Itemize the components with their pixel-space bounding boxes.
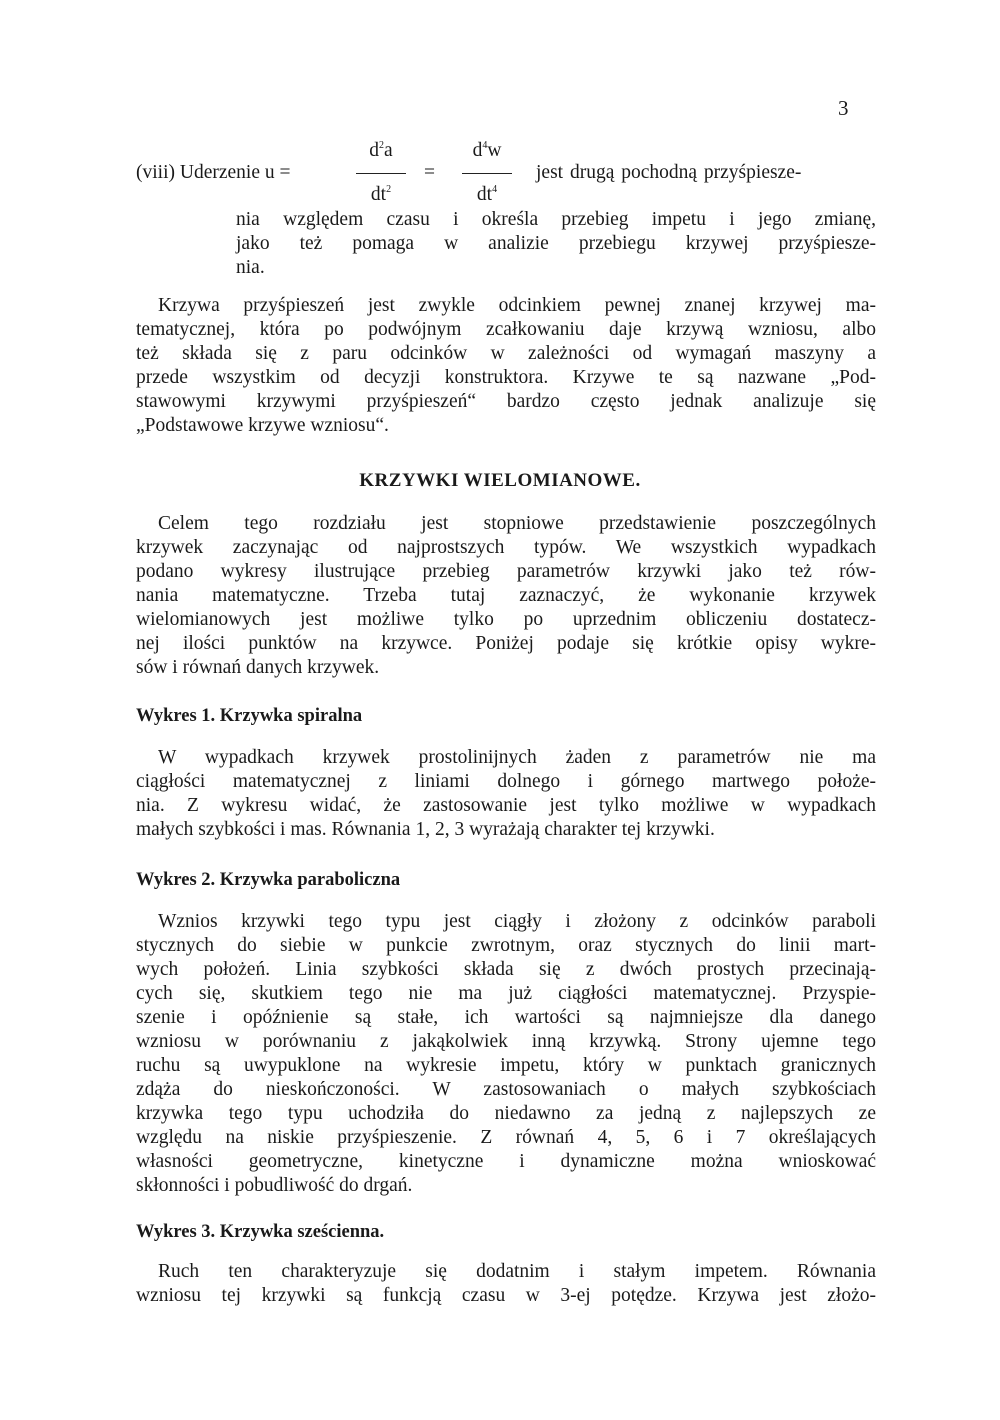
wykres-3-paragraph — [136, 1260, 876, 1308]
formula-continuation — [236, 208, 876, 280]
text-line: „Podstawowe krzywe wzniosu“. — [136, 415, 389, 436]
text-line: nia. — [236, 257, 265, 278]
intro-paragraph — [136, 294, 876, 438]
frac2-num-sup: 4 — [482, 140, 488, 151]
text-line: Krzywa przyśpieszeń jest zwykle odcinkiem pewnej znanej krzywej ma- — [158, 295, 876, 316]
text-line: cych się, skutkiem tego nie ma już ciągłości matematycznej. Przyspie- — [136, 983, 876, 1004]
text-line: zdąża do nieskończoności. W zastosowaniach o małych szybkościach — [136, 1079, 876, 1100]
text-line: nia względem czasu i określa przebieg impetu i jego zmianę, — [236, 209, 876, 230]
wykres-1-heading: Wykres 1. Krzywka spiralna — [136, 706, 363, 726]
frac2-den: dt — [476, 184, 493, 205]
frac1-num-d: d — [369, 140, 380, 161]
formula-tail: jest drugą pochodną przyśpiesze- — [536, 162, 802, 183]
text-line: przede wszystkim od decyzji konstruktora. Krzywe te są nazwane „Pod- — [136, 367, 876, 388]
text-line: podano wykresy ilustrujące przebieg parametrów krzywki jako też rów- — [136, 561, 876, 582]
frac1-num-tail: a — [384, 140, 393, 161]
text-line: tematycznej, która po podwójnym zcałkowaniu daje krzywą wzniosu, albo — [136, 319, 876, 340]
formula-viii — [136, 140, 876, 210]
text-line: jako też pomaga w analizie przebiegu krzywej przyśpiesze- — [236, 233, 876, 254]
frac1-den-sup: 2 — [386, 184, 392, 195]
text-line: wzniosu w porównaniu z jakąkolwiek inną krzywką. Strony ujemne tego — [136, 1031, 876, 1052]
text-line: stawowymi krzywymi przyśpieszeń“ bardzo często jednak analizuje się — [136, 391, 876, 412]
text-line: też składa się z paru odcinków w zależności od wymagań maszyny a — [136, 343, 876, 364]
text-line: nej ilości punktów na krzywce. Poniżej podaje się krótkie opisy wykre- — [136, 633, 876, 654]
section-title: KRZYWKI WIELOMIANOWE. — [359, 470, 641, 491]
text-line: sów i równań danych krzywek. — [136, 657, 380, 678]
text-line: wzniosu tej krzywki są funkcją czasu w 3-ej potędze. Krzywa jest złożo- — [136, 1285, 876, 1306]
frac2-den-sup: 4 — [492, 184, 498, 195]
frac2-num-d: d — [472, 140, 483, 161]
text-line: względu na niskie przyśpieszenie. Z równań 4, 5, 6 i 7 określających — [136, 1127, 876, 1148]
text-line: Ruch ten charakteryzuje się dodatnim i stałym impetem. Równania — [158, 1261, 876, 1282]
frac2-num-tail: w — [487, 140, 502, 161]
frac1-den: dt — [370, 184, 387, 205]
text-line: nia. Z wykresu widać, że zastosowanie jest tylko możliwe w wypadkach — [136, 795, 876, 816]
text-line: małych szybkości i mas. Równania 1, 2, 3 wyrażają charakter tej krzywki. — [136, 819, 715, 840]
text-line: szenie i opóźnienie są stałe, ich wartości są najmniejsze dla danego — [136, 1007, 876, 1028]
text-line: krzywka tego typu uchodziła do niedawno za jedną z najlepszych ze — [136, 1103, 876, 1124]
section-intro-paragraph — [136, 512, 876, 680]
text-line: Celem tego rozdziału jest stopniowe przedstawienie poszczególnych — [158, 513, 876, 534]
formula-lead: (viii) Uderzenie u = — [136, 162, 291, 183]
text-line: nania matematyczne. Trzeba tutaj zaznaczyć, że wykonanie krzywek — [136, 585, 876, 606]
fraction-bar — [462, 173, 512, 174]
page-number: 3 — [838, 96, 849, 120]
text-line: krzywek zaczynając od najprostszych typów. We wszystkich wypadkach — [136, 537, 876, 558]
text-line: wych położeń. Linia szybkości składa się z dwóch prostych przecinają- — [136, 959, 876, 980]
wykres-2-heading: Wykres 2. Krzywka paraboliczna — [136, 870, 401, 890]
text-line: skłonności i pobudliwość do drgań. — [136, 1175, 413, 1196]
text-line: wielomianowych jest możliwe tylko po uprzednim obliczeniu dostatecz- — [136, 609, 876, 630]
wykres-3-heading: Wykres 3. Krzywka sześcienna. — [136, 1222, 385, 1242]
fraction-bar — [356, 173, 406, 174]
text-line: własności geometryczne, kinetyczne i dynamiczne można wnioskować — [136, 1151, 876, 1172]
frac1-num-sup: 2 — [379, 140, 385, 151]
text-line: Wznios krzywki tego typu jest ciągły i złożony z odcinków paraboli — [158, 911, 876, 932]
text-line: stycznych do siebie w punkcie zwrotnym, oraz stycznych do linii mart- — [136, 935, 876, 956]
equals-sign: = — [424, 162, 435, 183]
wykres-2-paragraph — [136, 910, 876, 1198]
wykres-1-paragraph — [136, 746, 876, 842]
text-line: W wypadkach krzywek prostolinijnych żaden z parametrów nie ma — [158, 747, 876, 768]
text-line: ruchu są uwypuklone na wykresie impetu, który w punktach granicznych — [136, 1055, 876, 1076]
text-line: ciągłości matematycznej z liniami dolnego i górnego martwego położe- — [136, 771, 876, 792]
